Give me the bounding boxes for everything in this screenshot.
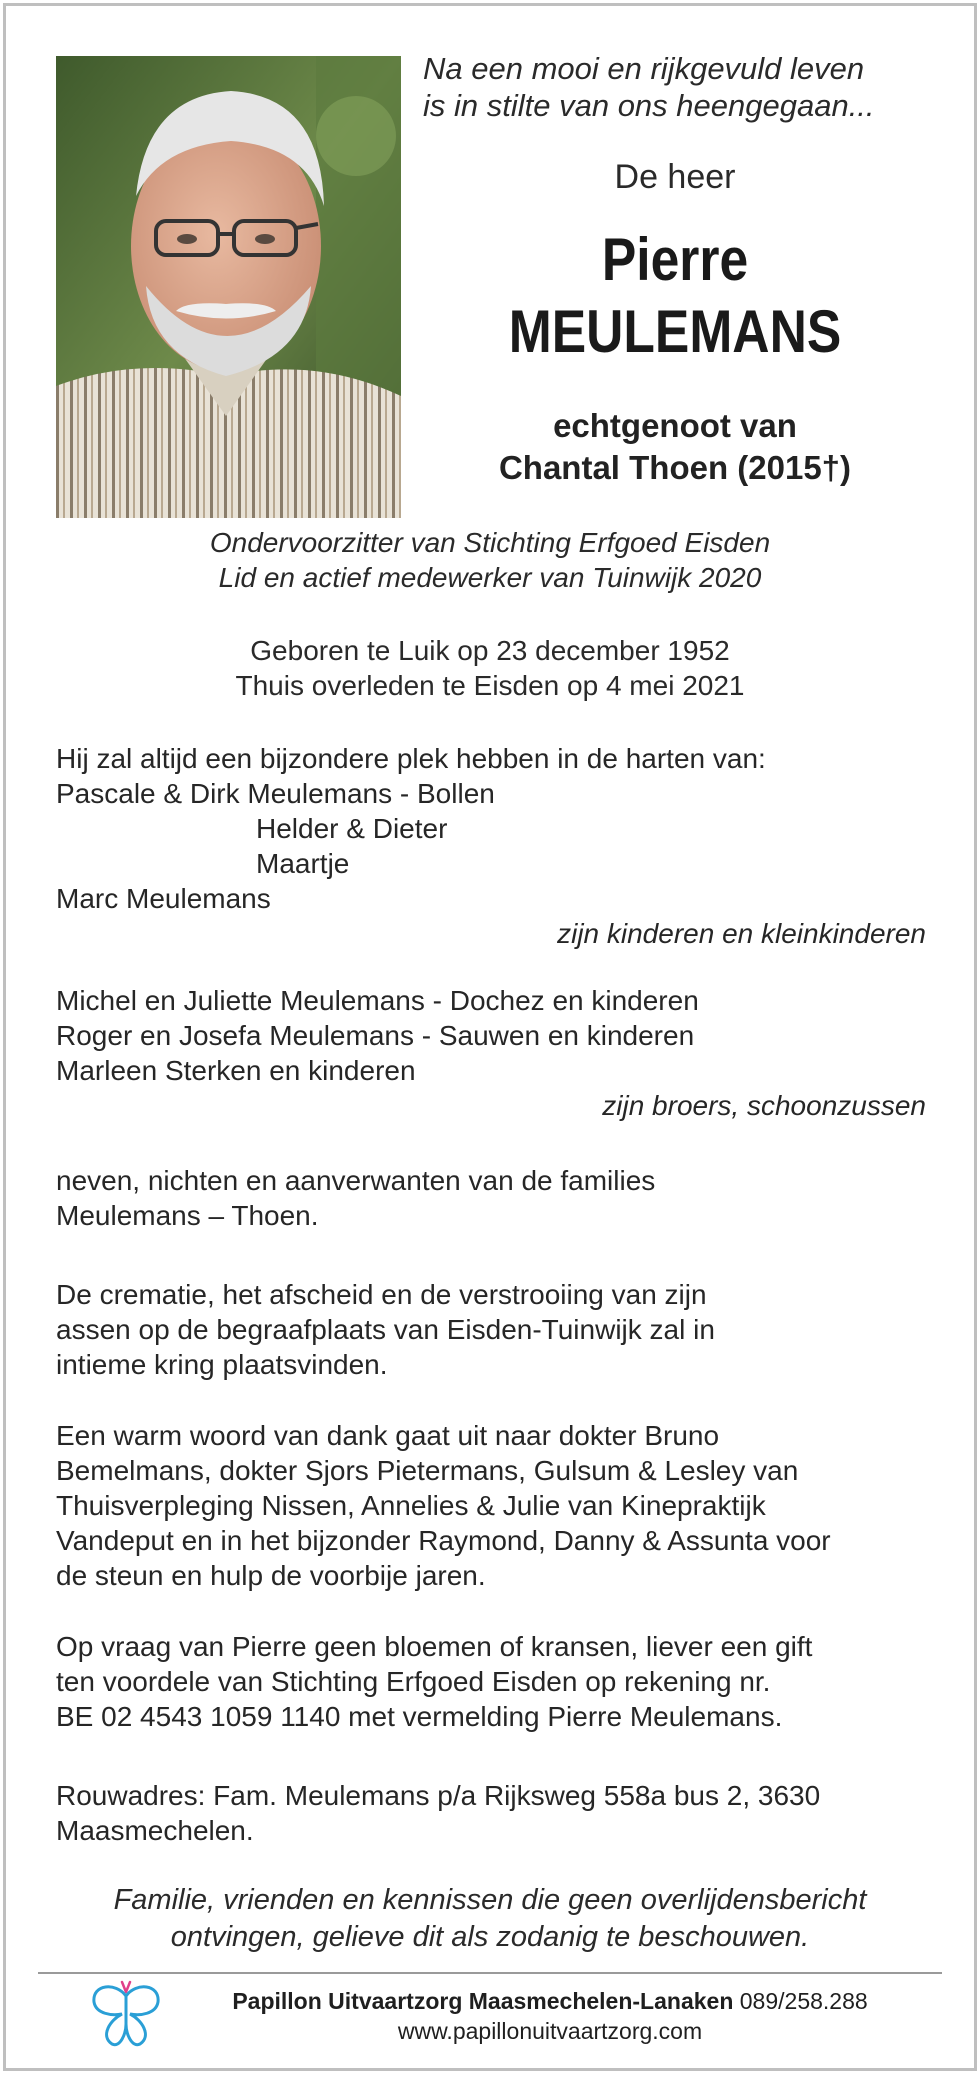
role-line: Lid en actief medewerker van Tuinwijk 2020 bbox=[218, 562, 762, 593]
child-line: Pascale & Dirk Meulemans - Bollen bbox=[56, 778, 495, 809]
cremation-line: De crematie, het afscheid en de verstrooiing van zijn bbox=[56, 1279, 707, 1310]
relatives-line: neven, nichten en aanverwanten van de families bbox=[56, 1165, 656, 1196]
footer-line bbox=[180, 1986, 920, 2016]
siblings-label: zijn broers, schoonzussen bbox=[602, 1090, 926, 1121]
website-link[interactable]: www.papillonuitvaartzorg.com bbox=[397, 2018, 703, 2044]
family-children bbox=[56, 741, 926, 951]
death-line: Thuis overleden te Eisden op 4 mei 2021 bbox=[235, 670, 745, 701]
spouse-line: Chantal Thoen (2015†) bbox=[498, 449, 852, 486]
spouse-info bbox=[405, 405, 945, 489]
role-line: Ondervoorzitter van Stichting Erfgoed Eisden bbox=[209, 527, 771, 558]
thanks-paragraph bbox=[56, 1418, 926, 1593]
thanks-line: Een warm woord van dank gaat uit naar dokter Bruno bbox=[56, 1420, 720, 1451]
grandchild-line: Maartje bbox=[256, 848, 350, 879]
life-dates bbox=[0, 633, 980, 703]
intro-text bbox=[423, 50, 875, 124]
address-line: Rouwadres: Fam. Meulemans p/a Rijksweg 558a bus 2, 3630 bbox=[56, 1780, 821, 1811]
company-name: Papillon Uitvaartzorg Maasmechelen-Lanaken bbox=[232, 1988, 734, 2014]
cremation-line: intieme kring plaatsvinden. bbox=[56, 1349, 388, 1380]
portrait-image bbox=[56, 56, 401, 518]
child-line: Marc Meulemans bbox=[56, 883, 271, 914]
honorific: De heer bbox=[614, 158, 736, 196]
donation-paragraph bbox=[56, 1629, 926, 1734]
thanks-line: Vandeput en in het bijzonder Raymond, Danny & Assunta voor bbox=[56, 1525, 831, 1556]
intro-line: Na een mooi en rijkgevuld leven bbox=[423, 51, 865, 86]
closing-line: ontvingen, gelieve dit als zodanig te beschouwen. bbox=[170, 1921, 810, 1953]
family-intro: Hij zal altijd een bijzondere plek hebben in de harten van: bbox=[56, 743, 766, 774]
roles bbox=[0, 525, 980, 595]
children-label: zijn kinderen en kleinkinderen bbox=[557, 918, 926, 949]
thanks-line: Thuisverpleging Nissen, Annelies & Julie van Kinepraktijk bbox=[56, 1490, 766, 1521]
family-siblings bbox=[56, 983, 926, 1123]
cremation-paragraph bbox=[56, 1277, 926, 1382]
last-name: MEULEMANS bbox=[508, 298, 842, 365]
sibling-line: Marleen Sterken en kinderen bbox=[56, 1055, 416, 1086]
donation-line: Op vraag van Pierre geen bloemen of kransen, liever een gift bbox=[56, 1631, 813, 1662]
relatives-line: Meulemans – Thoen. bbox=[56, 1200, 319, 1231]
birth-line: Geboren te Luik op 23 december 1952 bbox=[250, 635, 730, 666]
butterfly-logo-icon bbox=[86, 1978, 166, 2052]
cremation-line: assen op de begraafplaats van Eisden-Tuinwijk zal in bbox=[56, 1314, 715, 1345]
closing-note bbox=[0, 1882, 980, 1956]
donation-line: ten voordele van Stichting Erfgoed Eisden op rekening nr. bbox=[56, 1666, 771, 1697]
thanks-line: Bemelmans, dokter Sjors Pietermans, Gulsum & Lesley van bbox=[56, 1455, 799, 1486]
thanks-line: de steun en hulp de voorbije jaren. bbox=[56, 1560, 486, 1591]
portrait-photo bbox=[56, 56, 401, 518]
grandchild-line: Helder & Dieter bbox=[256, 813, 448, 844]
relatives bbox=[56, 1163, 926, 1233]
intro-line: is in stilte van ons heengegaan... bbox=[423, 88, 875, 123]
sibling-line: Roger en Josefa Meulemans - Sauwen en kinderen bbox=[56, 1020, 695, 1051]
footer-info bbox=[180, 1986, 920, 2046]
spouse-line: echtgenoot van bbox=[553, 407, 797, 444]
closing-line: Familie, vrienden en kennissen die geen overlijdensbericht bbox=[113, 1884, 867, 1916]
address-paragraph bbox=[56, 1778, 926, 1848]
address-line: Maasmechelen. bbox=[56, 1815, 254, 1846]
footer-divider bbox=[38, 1972, 942, 1974]
first-name: Pierre bbox=[601, 226, 749, 293]
sibling-line: Michel en Juliette Meulemans - Dochez en kinderen bbox=[56, 985, 699, 1016]
donation-line: BE 02 4543 1059 1140 met vermelding Pierre Meulemans. bbox=[56, 1701, 783, 1732]
phone-number: 089/258.288 bbox=[739, 1988, 868, 2014]
